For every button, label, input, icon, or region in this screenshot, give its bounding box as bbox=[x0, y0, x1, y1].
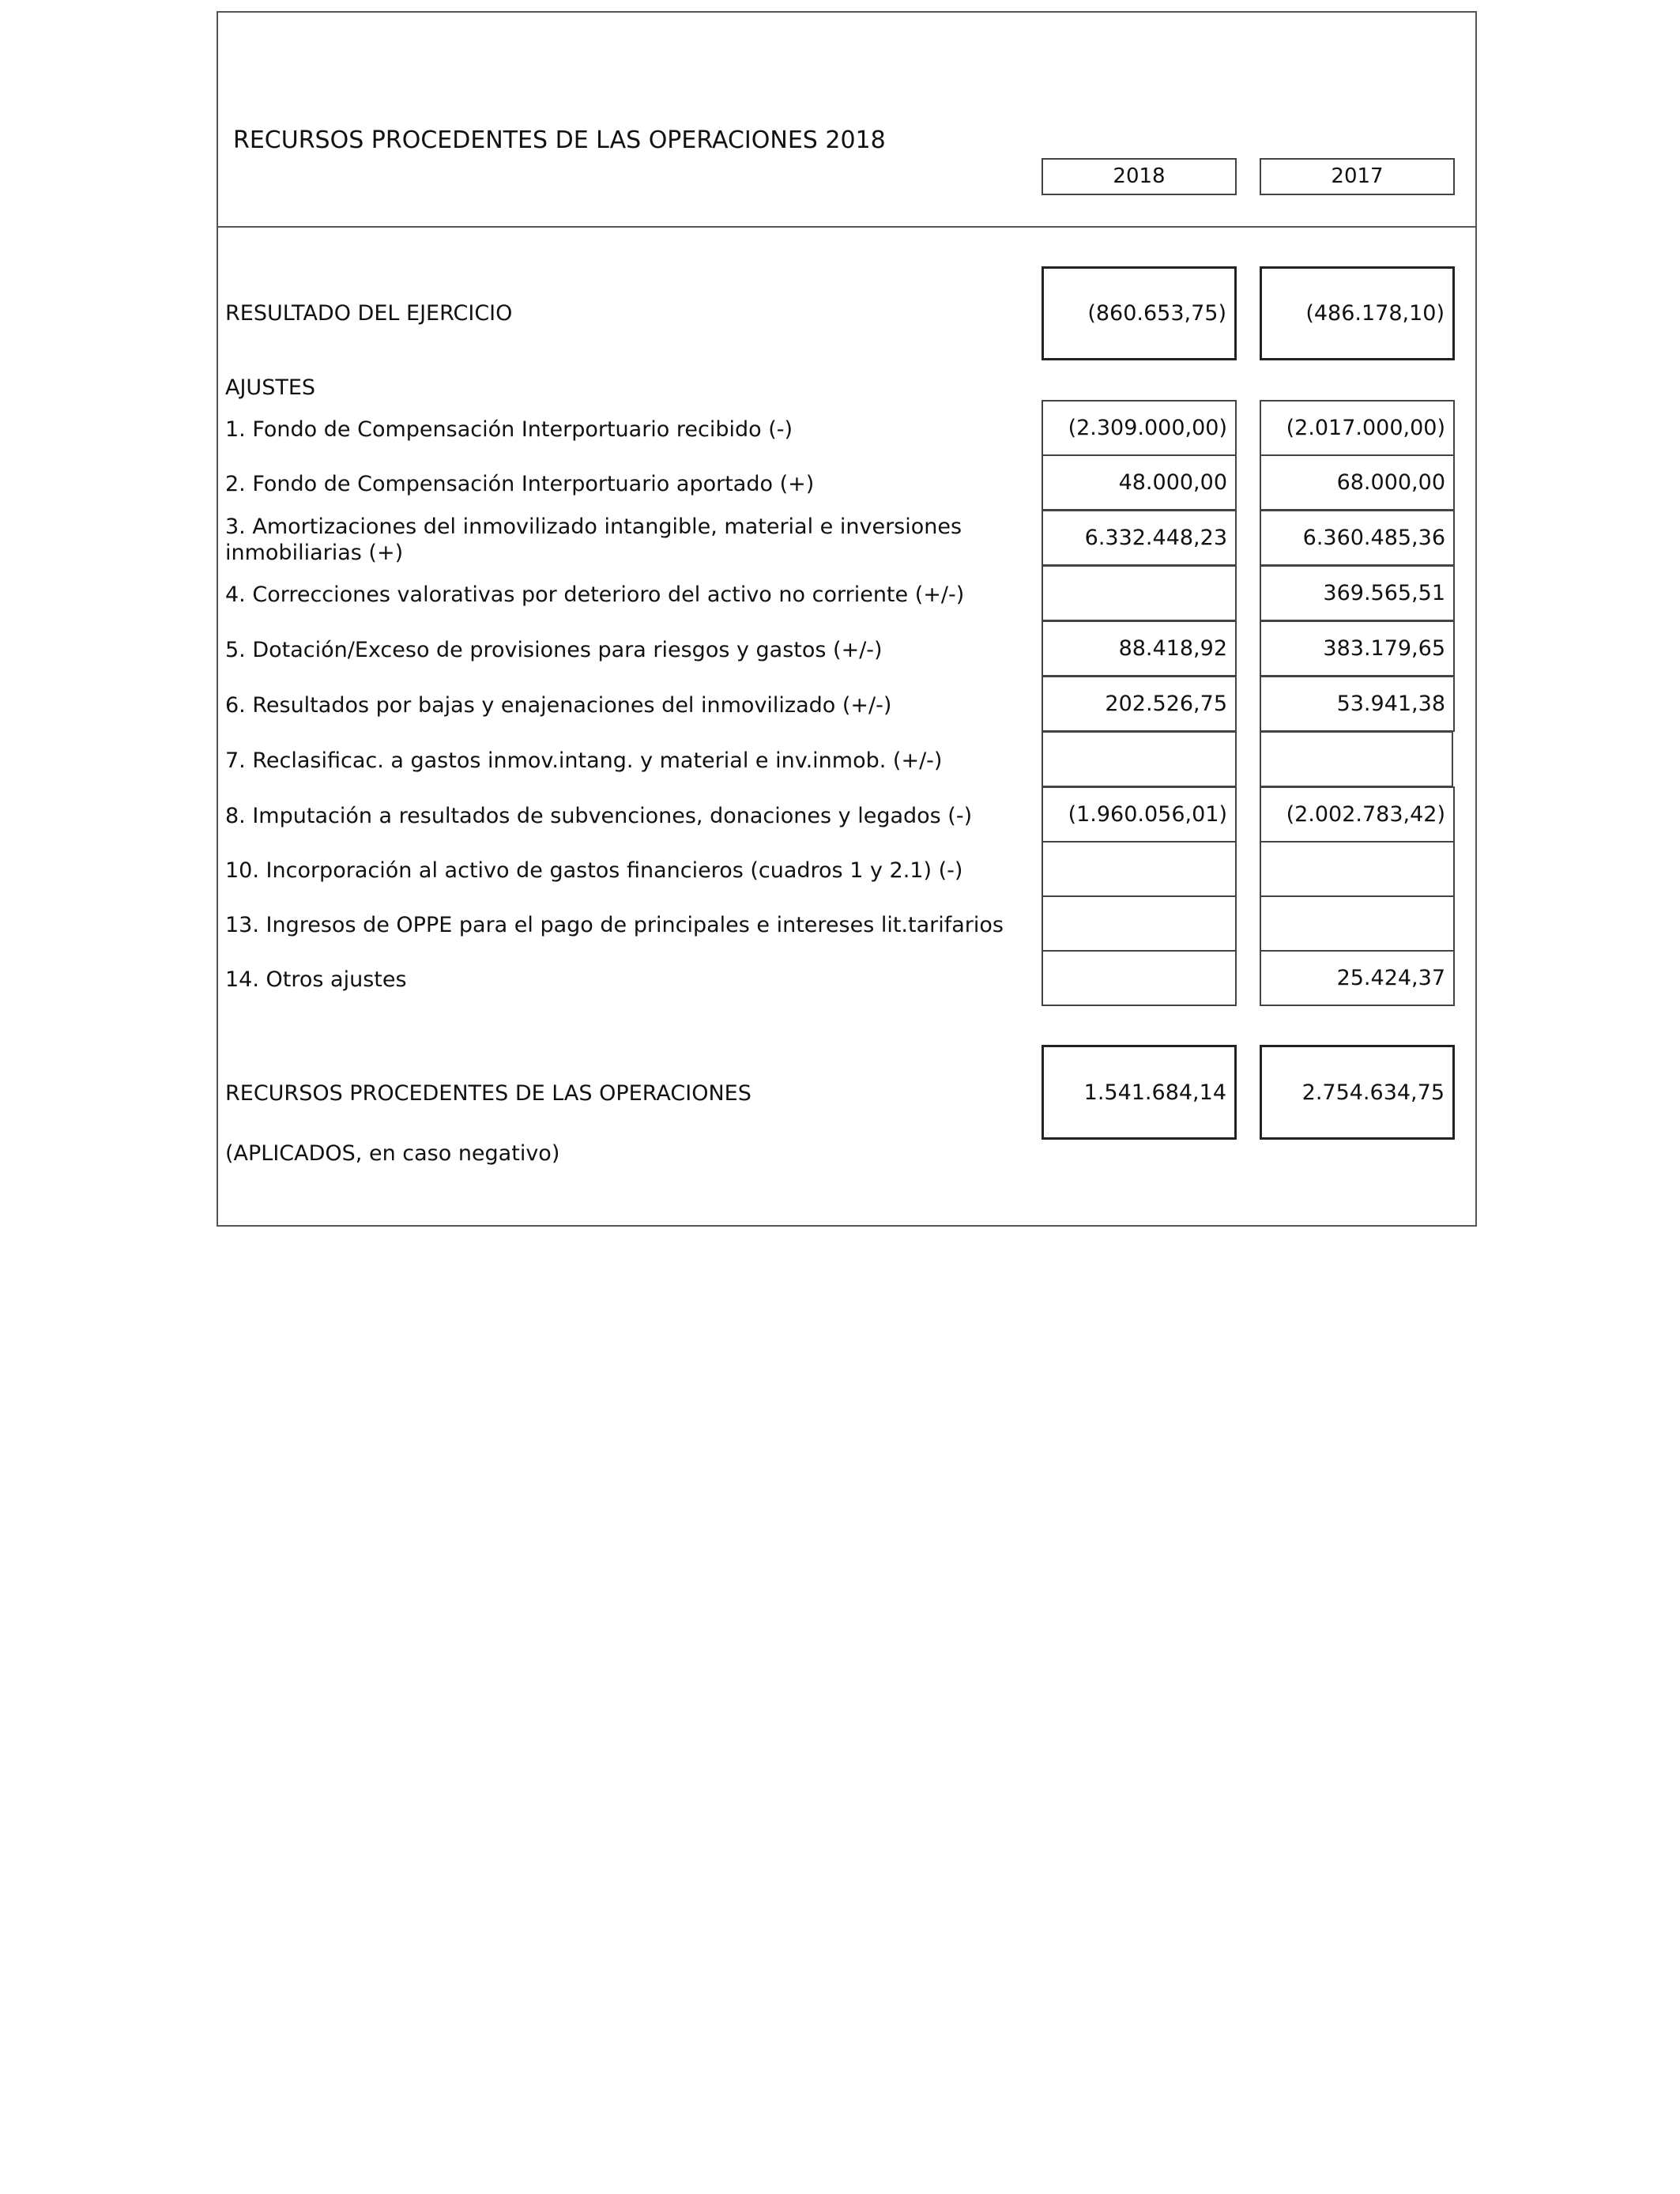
column-header-2018: 2018 bbox=[1042, 158, 1237, 195]
total-value-2018: 1.541.684,14 bbox=[1042, 1045, 1237, 1140]
row-value-2018-1: (2.309.000,00) bbox=[1042, 400, 1237, 456]
row-value-2017-14: 25.424,37 bbox=[1260, 950, 1455, 1006]
row-value-2018-3: 6.332.448,23 bbox=[1042, 510, 1237, 566]
row-label-14: 14. Otros ajustes bbox=[225, 967, 407, 992]
header-divider bbox=[217, 226, 1477, 228]
row-value-2018-4 bbox=[1042, 565, 1237, 621]
row-value-2018-5: 88.418,92 bbox=[1042, 620, 1237, 677]
row-value-2018-6: 202.526,75 bbox=[1042, 676, 1237, 732]
row-value-2017-2: 68.000,00 bbox=[1260, 454, 1455, 511]
row-value-2017-8: (2.002.783,42) bbox=[1260, 786, 1455, 843]
row-value-2018-7 bbox=[1042, 731, 1237, 787]
row-value-2017-7 bbox=[1260, 731, 1453, 787]
total-label: RECURSOS PROCEDENTES DE LAS OPERACIONES bbox=[225, 1081, 751, 1106]
row-value-2017-5: 383.179,65 bbox=[1260, 620, 1455, 677]
row-value-2018-2: 48.000,00 bbox=[1042, 454, 1237, 511]
row-label-8: 8. Imputación a resultados de subvenciones, donaciones y legados (-) bbox=[225, 804, 973, 828]
row-value-2018-14 bbox=[1042, 950, 1237, 1006]
row-label-4: 4. Correcciones valorativas por deterioro del activo no corriente (+/-) bbox=[225, 582, 965, 607]
column-header-2017: 2017 bbox=[1260, 158, 1455, 195]
row-label-6: 6. Resultados por bajas y enajenaciones del inmovilizado (+/-) bbox=[225, 693, 892, 718]
row-value-2018-10 bbox=[1042, 841, 1237, 897]
row-value-2017-6: 53.941,38 bbox=[1260, 676, 1455, 732]
result-value-2017: (486.178,10) bbox=[1260, 266, 1455, 360]
row-label-2: 2. Fondo de Compensación Interportuario aportado (+) bbox=[225, 472, 815, 496]
row-value-2017-1: (2.017.000,00) bbox=[1260, 400, 1455, 456]
page-title: RECURSOS PROCEDENTES DE LAS OPERACIONES 2018 bbox=[233, 126, 886, 154]
total-sublabel: (APLICADOS, en caso negativo) bbox=[225, 1141, 560, 1166]
row-value-2017-10 bbox=[1260, 841, 1455, 897]
row-value-2018-8: (1.960.056,01) bbox=[1042, 786, 1237, 843]
row-value-2017-13 bbox=[1260, 895, 1455, 952]
row-label-5: 5. Dotación/Exceso de provisiones para riesgos y gastos (+/-) bbox=[225, 638, 883, 662]
row-value-2017-4: 369.565,51 bbox=[1260, 565, 1455, 621]
row-value-2018-13 bbox=[1042, 895, 1237, 952]
result-label: RESULTADO DEL EJERCICIO bbox=[225, 301, 513, 326]
row-label-7: 7. Reclasificac. a gastos inmov.intang. y material e inv.inmob. (+/-) bbox=[225, 748, 943, 773]
row-label-13: 13. Ingresos de OPPE para el pago de principales e intereses lit.tarifarios bbox=[225, 913, 1004, 937]
total-value-2017: 2.754.634,75 bbox=[1260, 1045, 1455, 1140]
row-label-3: 3. Amortizaciones del inmovilizado intangible, material e inversiones inmobiliarias (+) bbox=[225, 515, 962, 565]
result-value-2018: (860.653,75) bbox=[1042, 266, 1237, 360]
row-label-10: 10. Incorporación al activo de gastos financieros (cuadros 1 y 2.1) (-) bbox=[225, 858, 963, 883]
row-label-1: 1. Fondo de Compensación Interportuario recibido (-) bbox=[225, 417, 793, 442]
adjustments-heading: AJUSTES bbox=[225, 375, 316, 400]
row-value-2017-3: 6.360.485,36 bbox=[1260, 510, 1455, 566]
